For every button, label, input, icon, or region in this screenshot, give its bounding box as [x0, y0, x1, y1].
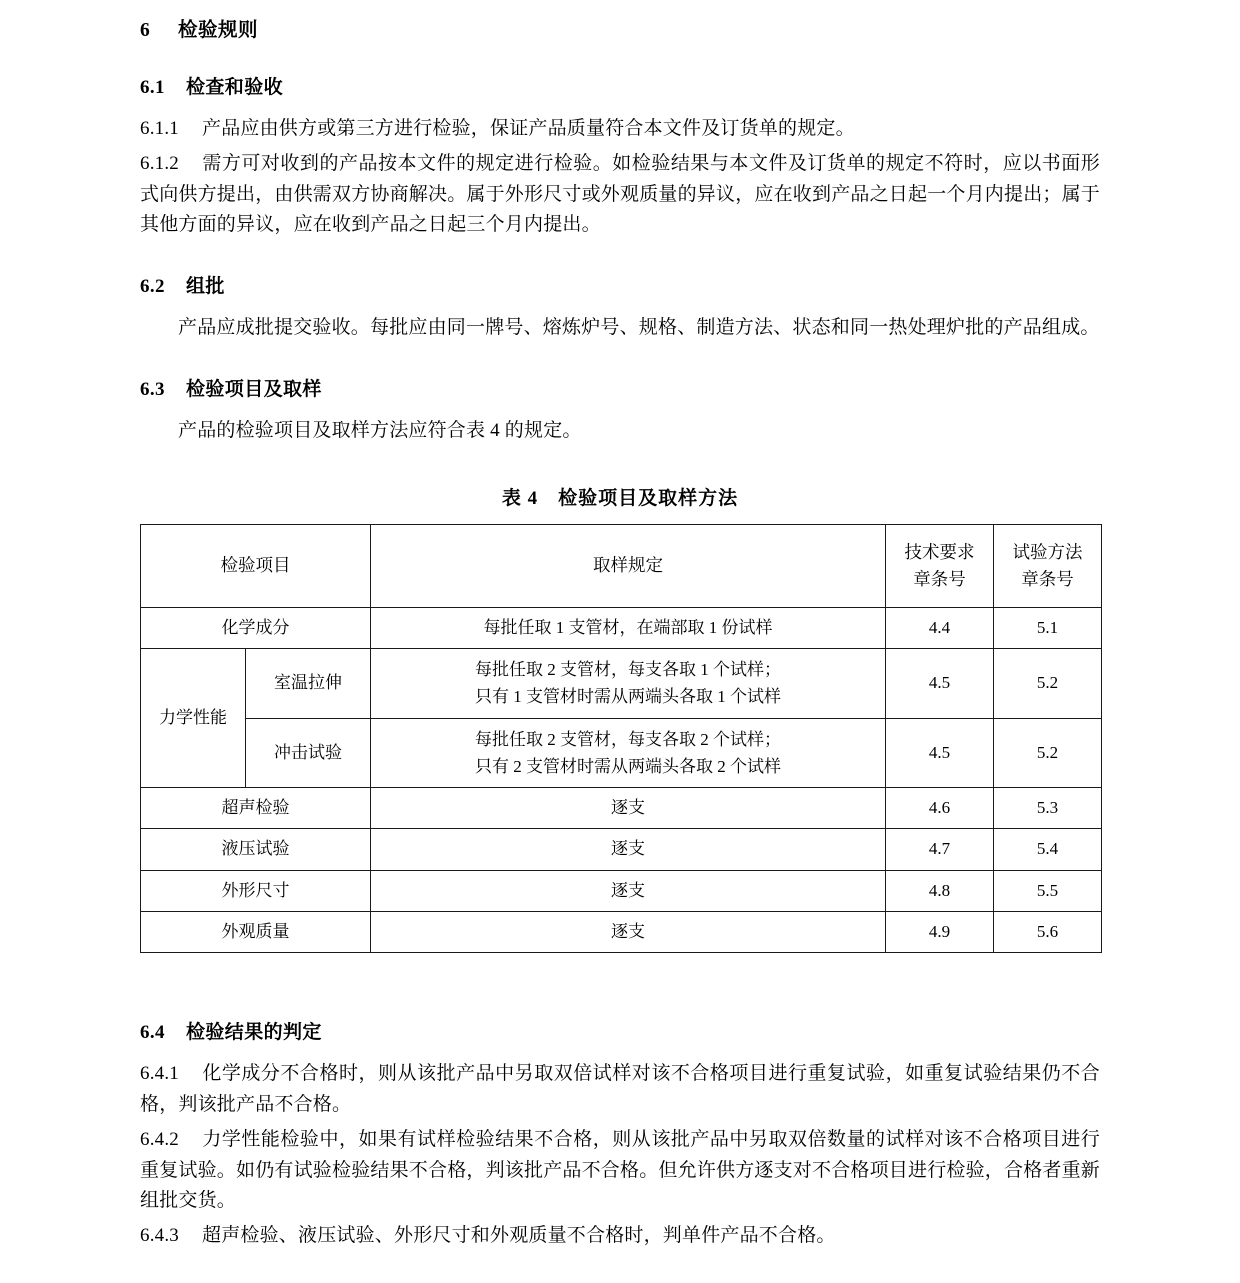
paragraph-6-4-3-text: 超声检验、液压试验、外形尺寸和外观质量不合格时，判单件产品不合格。: [202, 1225, 836, 1247]
paragraph-6-1-2-text: 需方可对收到的产品按本文件的规定进行检验。如检验结果与本文件及订货单的规定不符时，应以书面形式向供方提出，由供需双方协商解决。属于外形尺寸或外观质量的异议，应在收到产品之日起一个月内提出；属于其他方面的异议，应在收到产品之日起三个月内提出。: [140, 152, 1101, 236]
row-test: 5.5: [994, 870, 1102, 911]
paragraph-6-1-1-number: 6.1.1: [140, 118, 179, 139]
heading-6-4-title: 检验结果的判定: [186, 1022, 322, 1044]
heading-6-1-title: 检查和验收: [186, 77, 284, 98]
heading-6-4: [140, 1017, 1100, 1044]
table-row: [141, 911, 1102, 952]
paragraph-6-2: 产品应成批提交验收。每批应由同一牌号、熔炼炉号、规格、制造方法、状态和同一热处理炉批的产品组成。: [178, 317, 1100, 339]
header-rule: 取样规定: [371, 524, 886, 607]
paragraph-6-1-2: [140, 149, 1100, 241]
row-rule: 逐支: [371, 870, 886, 911]
row-item: 外观质量: [141, 911, 371, 952]
row-test: 5.6: [994, 911, 1102, 952]
heading-6-1-number: 6.1: [140, 77, 165, 98]
heading-6-1: [140, 72, 1100, 99]
paragraph-6-1-2-number: 6.1.2: [140, 152, 179, 174]
row-rule-line1: 每批任取 2 支管材，每支各取 2 个试样；: [475, 729, 781, 749]
row-test: 5.1: [994, 607, 1102, 648]
heading-6-2-number: 6.2: [140, 276, 165, 298]
table-header-row: [141, 524, 1102, 607]
row-rule: 每批任取 1 支管材，在端部取 1 份试样: [371, 607, 886, 648]
row-rule-line2: 只有 2 支管材时需从两端头各取 2 个试样: [475, 756, 781, 776]
paragraph-6-4-2: [140, 1125, 1100, 1217]
row-item: 化学成分: [141, 607, 371, 648]
row-tech: 4.5: [886, 718, 994, 787]
header-tech-line2: 章条号: [913, 568, 966, 589]
paragraph-6-4-3-number: 6.4.3: [140, 1225, 179, 1247]
header-test-line1: 试验方法: [1012, 541, 1083, 562]
header-tech: [886, 524, 994, 607]
heading-6-3: [140, 374, 1100, 401]
row-item: 外形尺寸: [141, 870, 371, 911]
paragraph-6-1-1-text: 产品应由供方或第三方进行检验，保证产品质量符合本文件及订货单的规定。: [202, 118, 855, 139]
row-test: 5.2: [994, 649, 1102, 718]
table-row: [141, 870, 1102, 911]
row-test: 5.2: [994, 718, 1102, 787]
row-tech: 4.7: [886, 829, 994, 870]
row-tech: 4.5: [886, 649, 994, 718]
paragraph-6-4-1: [140, 1059, 1100, 1121]
row-rule: [371, 718, 886, 787]
row-tech: 4.4: [886, 607, 994, 648]
row-rule: 逐支: [371, 787, 886, 828]
row-rule-line1: 每批任取 2 支管材，每支各取 1 个试样；: [475, 660, 781, 680]
row-rule: 逐支: [371, 911, 886, 952]
heading-6-2: [140, 271, 1100, 298]
row-rule: [371, 649, 886, 718]
heading-6-3-title: 检验项目及取样: [186, 378, 322, 400]
section-spacer: [140, 953, 1100, 987]
paragraph-6-4-1-text: 化学成分不合格时，则从该批产品中另取双倍试样对该不合格项目进行重复试验，如重复试验结果仍不合格，判该批产品不合格。: [140, 1063, 1100, 1116]
table-row: [141, 829, 1102, 870]
table-row: [141, 649, 1102, 718]
heading-6-4-number: 6.4: [140, 1022, 165, 1044]
table-row: [141, 787, 1102, 828]
row-item: 液压试验: [141, 829, 371, 870]
row-tech: 4.9: [886, 911, 994, 952]
row-item: 超声检验: [141, 787, 371, 828]
heading-6-3-number: 6.3: [140, 378, 165, 400]
table-row: [141, 607, 1102, 648]
row-subitem: 冲击试验: [246, 718, 371, 787]
row-item: 力学性能: [141, 649, 246, 788]
header-test-line2: 章条号: [1021, 568, 1074, 589]
paragraph-6-4-3: [140, 1221, 1100, 1252]
paragraph-6-4-2-text: 力学性能检验中，如果有试样检验结果不合格，则从该批产品中另取双倍数量的试样对该不合格项目进行重复试验。如仍有试验检验结果不合格，判该批产品不合格。但允许供方逐支对不合格项目进行检验，合格者重新组批交货。: [140, 1128, 1101, 1212]
header-tech-line1: 技术要求: [904, 541, 975, 562]
row-tech: 4.8: [886, 870, 994, 911]
table-caption: 表 4 检验项目及取样方法: [501, 487, 739, 509]
heading-6-number: 6: [140, 20, 151, 41]
row-rule: 逐支: [371, 829, 886, 870]
row-test: 5.3: [994, 787, 1102, 828]
heading-6-2-title: 组批: [186, 276, 225, 298]
paragraph-6-4-1-number: 6.4.1: [140, 1063, 179, 1085]
inspection-table: [140, 524, 1102, 954]
header-test: [994, 524, 1102, 607]
row-tech: 4.6: [886, 787, 994, 828]
header-item: 检验项目: [141, 524, 371, 607]
row-test: 5.4: [994, 829, 1102, 870]
table-row: [141, 718, 1102, 787]
row-subitem: 室温拉伸: [246, 649, 371, 718]
paragraph-6-4-2-number: 6.4.2: [140, 1128, 179, 1150]
row-rule-line2: 只有 1 支管材时需从两端头各取 1 个试样: [475, 687, 781, 707]
heading-6: [140, 14, 1100, 42]
heading-6-title: 检验规则: [178, 20, 259, 41]
paragraph-6-3: 产品的检验项目及取样方法应符合表 4 的规定。: [178, 419, 582, 441]
paragraph-6-1-1: [140, 114, 1100, 145]
